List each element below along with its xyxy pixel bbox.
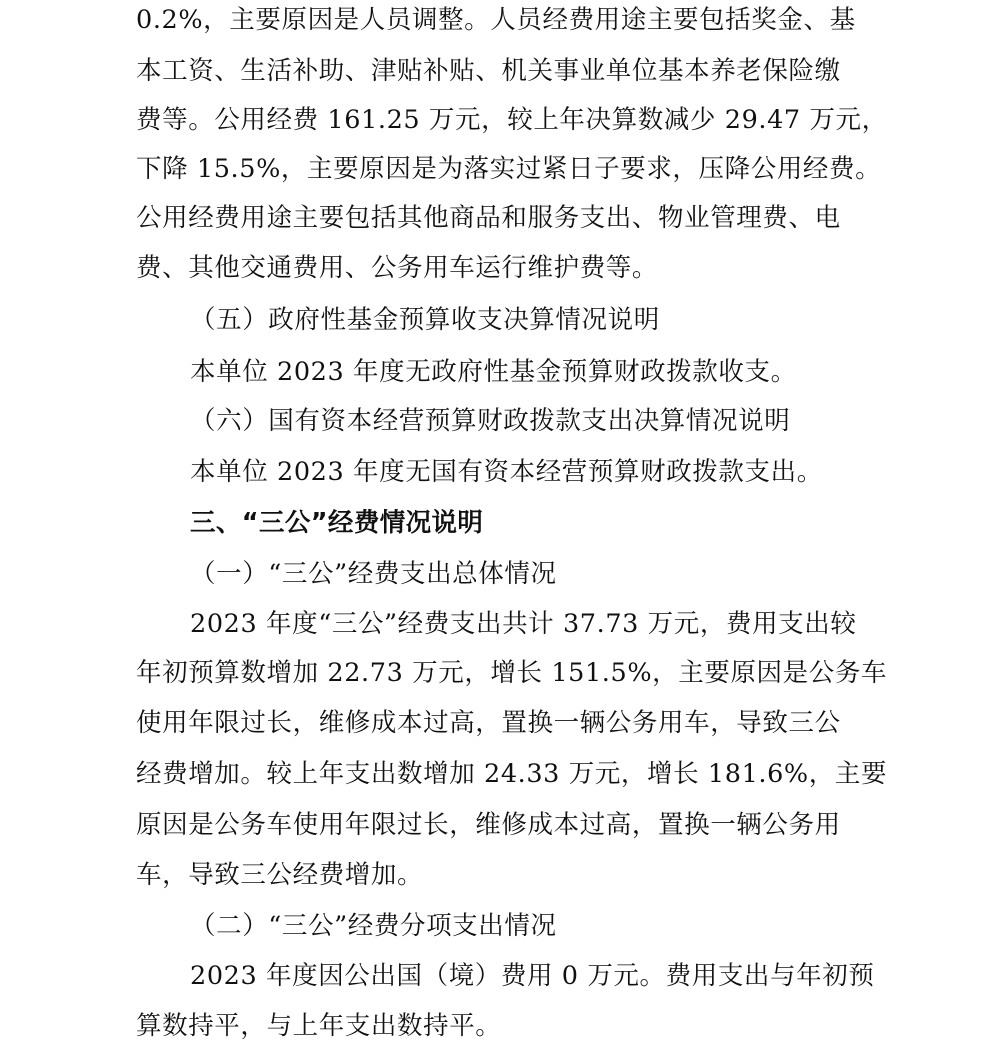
paragraph-line: 本工资、生活补助、津贴补贴、机关事业单位基本养老保险缴 bbox=[136, 56, 841, 86]
paragraph-line: 公用经费用途主要包括其他商品和服务支出、物业管理费、电 bbox=[136, 203, 841, 233]
section-heading: （一）“三公”经费支出总体情况 bbox=[190, 559, 557, 589]
paragraph-line: 算数持平，与上年支出数持平。 bbox=[136, 1011, 502, 1041]
paragraph-line: 使用年限过长，维修成本过高，置换一辆公务用车，导致三公 bbox=[136, 708, 841, 738]
section-heading: （五）政府性基金预算收支决算情况说明 bbox=[190, 305, 660, 335]
paragraph-line: 费、其他交通费用、公务用车运行维护费等。 bbox=[136, 253, 659, 283]
chapter-heading: 三、“三公”经费情况说明 bbox=[190, 508, 484, 538]
paragraph-line: 经费增加。较上年支出数增加 24.33 万元，增长 181.6%，主要 bbox=[136, 759, 888, 789]
paragraph-line: 年初预算数增加 22.73 万元，增长 151.5%，主要原因是公务车 bbox=[136, 658, 888, 688]
paragraph-line: 本单位 2023 年度无国有资本经营预算财政拨款支出。 bbox=[190, 457, 823, 487]
paragraph-line: 2023 年度因公出国（境）费用 0 万元。费用支出与年初预 bbox=[190, 961, 875, 991]
paragraph-line: 2023 年度“三公”经费支出共计 37.73 万元，费用支出较 bbox=[190, 609, 857, 639]
paragraph-line: 下降 15.5%，主要原因是为落实过紧日子要求，压降公用经费。 bbox=[136, 154, 882, 184]
paragraph-line: 费等。公用经费 161.25 万元，较上年决算数减少 29.47 万元， bbox=[136, 105, 888, 135]
section-heading: （六）国有资本经营预算财政拨款支出决算情况说明 bbox=[190, 406, 791, 436]
paragraph-line: 0.2%，主要原因是人员调整。人员经费用途主要包括奖金、基 bbox=[136, 5, 856, 35]
paragraph-line: 原因是公务车使用年限过长，维修成本过高，置换一辆公务用 bbox=[136, 810, 841, 840]
section-heading: （二）“三公”经费分项支出情况 bbox=[190, 911, 557, 941]
paragraph-line: 车，导致三公经费增加。 bbox=[136, 860, 424, 890]
paragraph-line: 本单位 2023 年度无政府性基金预算财政拨款收支。 bbox=[190, 357, 797, 387]
